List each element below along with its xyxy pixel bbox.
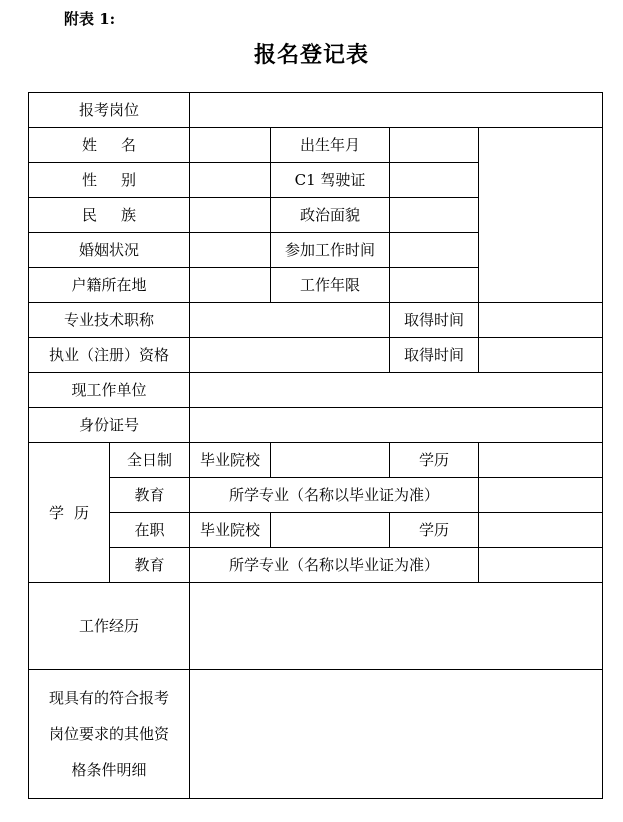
- label-other-qual-line-1: 现具有的符合报考: [49, 689, 170, 707]
- input-qual-obtain-time[interactable]: [479, 338, 603, 373]
- label-gender: 性别: [29, 163, 190, 198]
- label-name: 姓名: [29, 128, 190, 163]
- attachment-label: 附表 1:: [64, 10, 116, 28]
- label-school-fulltime: 毕业院校: [190, 443, 271, 478]
- label-parttime-2: 教育: [110, 548, 190, 583]
- input-birth[interactable]: [390, 128, 479, 163]
- label-obtain-time-2: 取得时间: [390, 338, 479, 373]
- label-birth: 出生年月: [271, 128, 390, 163]
- input-political[interactable]: [390, 198, 479, 233]
- input-tech-title[interactable]: [190, 303, 390, 338]
- input-school-fulltime[interactable]: [271, 443, 390, 478]
- input-major-parttime[interactable]: [479, 548, 603, 583]
- input-degree-parttime[interactable]: [479, 513, 603, 548]
- label-work-years: 工作年限: [271, 268, 390, 303]
- label-major-fulltime: 所学专业（名称以毕业证为准）: [190, 478, 479, 513]
- label-current-employer: 现工作单位: [29, 373, 190, 408]
- label-license: C1 驾驶证: [271, 163, 390, 198]
- label-other-qualifications: [29, 670, 190, 799]
- row-name: [29, 128, 603, 163]
- label-qualification: 执业（注册）资格: [29, 338, 190, 373]
- row-qualification: [29, 338, 603, 373]
- label-parttime-1: 在职: [110, 513, 190, 548]
- row-education-parttime-1: [29, 513, 603, 548]
- label-work-history: 工作经历: [29, 583, 190, 670]
- input-ethnicity[interactable]: [190, 198, 271, 233]
- input-other-qualifications[interactable]: [190, 670, 603, 799]
- label-work-start: 参加工作时间: [271, 233, 390, 268]
- label-other-qual-line-3: 格条件明细: [71, 761, 147, 779]
- label-other-qual-line-2: 岗位要求的其他资: [49, 725, 170, 743]
- row-apply-position: [29, 93, 603, 128]
- row-work-history: [29, 583, 603, 670]
- label-major-parttime: 所学专业（名称以毕业证为准）: [190, 548, 479, 583]
- label-ethnicity: 民族: [29, 198, 190, 233]
- photo-cell[interactable]: [479, 128, 603, 303]
- row-id-number: [29, 408, 603, 443]
- row-other-qualifications: [29, 670, 603, 799]
- label-degree-parttime: 学历: [390, 513, 479, 548]
- input-domicile[interactable]: [190, 268, 271, 303]
- label-education: 学历: [29, 443, 110, 583]
- input-marital[interactable]: [190, 233, 271, 268]
- row-tech-title: [29, 303, 603, 338]
- input-major-fulltime[interactable]: [479, 478, 603, 513]
- label-id-number: 身份证号: [29, 408, 190, 443]
- input-id-number[interactable]: [190, 408, 603, 443]
- label-apply-position: 报考岗位: [29, 93, 190, 128]
- input-work-history[interactable]: [190, 583, 603, 670]
- label-domicile: 户籍所在地: [29, 268, 190, 303]
- row-current-employer: [29, 373, 603, 408]
- label-political: 政治面貌: [271, 198, 390, 233]
- input-work-years[interactable]: [390, 268, 479, 303]
- input-gender[interactable]: [190, 163, 271, 198]
- row-education-fulltime-1: [29, 443, 603, 478]
- row-education-parttime-2: [29, 548, 603, 583]
- label-marital: 婚姻状况: [29, 233, 190, 268]
- label-fulltime-1: 全日制: [110, 443, 190, 478]
- input-apply-position[interactable]: [190, 93, 603, 128]
- input-qualification[interactable]: [190, 338, 390, 373]
- label-degree-fulltime: 学历: [390, 443, 479, 478]
- input-name[interactable]: [190, 128, 271, 163]
- input-work-start[interactable]: [390, 233, 479, 268]
- registration-form-table: [28, 92, 603, 799]
- row-education-fulltime-2: [29, 478, 603, 513]
- input-school-parttime[interactable]: [271, 513, 390, 548]
- label-school-parttime: 毕业院校: [190, 513, 271, 548]
- input-tech-obtain-time[interactable]: [479, 303, 603, 338]
- input-degree-fulltime[interactable]: [479, 443, 603, 478]
- label-fulltime-2: 教育: [110, 478, 190, 513]
- input-license[interactable]: [390, 163, 479, 198]
- input-current-employer[interactable]: [190, 373, 603, 408]
- form-title: 报名登记表: [253, 42, 369, 68]
- label-obtain-time: 取得时间: [390, 303, 479, 338]
- label-tech-title: 专业技术职称: [29, 303, 190, 338]
